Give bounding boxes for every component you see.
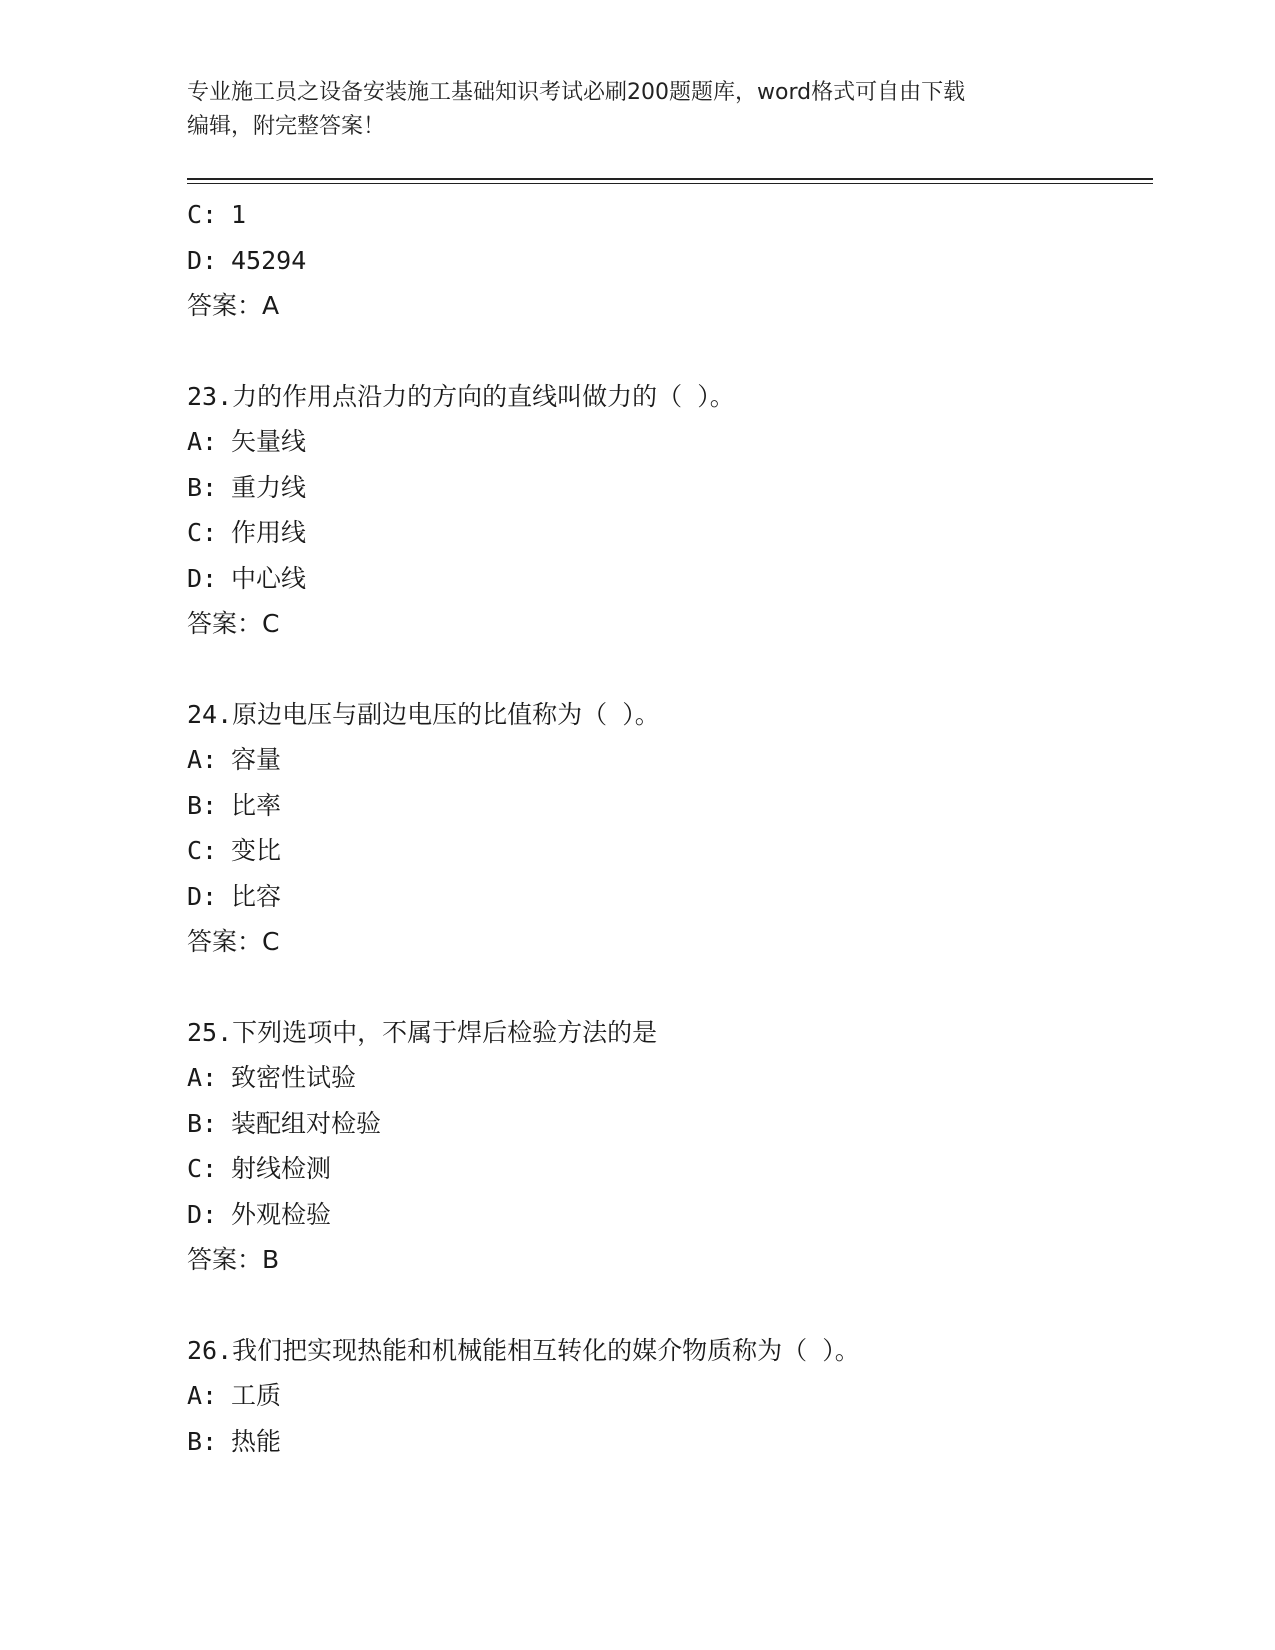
option-c bbox=[187, 192, 1153, 238]
option-text: 1 bbox=[231, 200, 247, 229]
option-letter: C: bbox=[187, 836, 218, 865]
option-text: 致密性试验 bbox=[231, 1063, 357, 1092]
option-a bbox=[187, 419, 1153, 465]
option-letter: C: bbox=[187, 518, 218, 547]
option-a bbox=[187, 1055, 1153, 1101]
option-letter: A: bbox=[187, 1381, 218, 1410]
option-letter: C: bbox=[187, 1154, 218, 1183]
option-text: 作用线 bbox=[231, 518, 307, 547]
option-text: 矢量线 bbox=[231, 427, 307, 456]
question-list bbox=[187, 192, 1153, 1464]
option-letter: A: bbox=[187, 1063, 218, 1092]
option-letter: B: bbox=[187, 1108, 218, 1138]
option-a bbox=[187, 1373, 1153, 1419]
header-title-line-1: 专业施工员之设备安装施工基础知识考试必刷200题题库，word格式可自由下载 bbox=[187, 80, 966, 105]
option-text: 工质 bbox=[231, 1381, 282, 1410]
question-stem: 25.下列选项中，不属于焊后检验方法的是 bbox=[187, 1017, 658, 1047]
header-divider bbox=[187, 178, 1153, 180]
header-title-line-2: 编辑，附完整答案！ bbox=[187, 114, 386, 139]
option-letter: A: bbox=[187, 745, 218, 774]
option-letter: B: bbox=[187, 790, 218, 820]
option-b bbox=[187, 465, 1153, 511]
option-text: 变比 bbox=[231, 836, 282, 865]
option-text: 装配组对检验 bbox=[231, 1108, 382, 1138]
question-stem: 23.力的作用点沿力的方向的直线叫做力的（ ）。 bbox=[187, 381, 735, 411]
option-text: 射线检测 bbox=[231, 1154, 332, 1183]
option-a bbox=[187, 737, 1153, 783]
option-letter: B: bbox=[187, 472, 218, 502]
answer-line: 答案：C bbox=[187, 927, 280, 956]
answer-line: 答案：A bbox=[187, 291, 280, 320]
option-letter: D: bbox=[187, 563, 218, 593]
document-header bbox=[187, 76, 1087, 144]
option-letter: A: bbox=[187, 427, 218, 456]
answer-line: 答案：C bbox=[187, 609, 280, 638]
option-d bbox=[187, 556, 1153, 602]
option-c bbox=[187, 1146, 1153, 1192]
option-text: 热能 bbox=[231, 1426, 282, 1456]
option-d bbox=[187, 238, 1153, 284]
option-d bbox=[187, 1192, 1153, 1238]
option-letter: C: bbox=[187, 200, 218, 229]
option-text: 外观检验 bbox=[231, 1199, 332, 1229]
option-c bbox=[187, 510, 1153, 556]
option-text: 容量 bbox=[231, 745, 282, 774]
answer-line: 答案：B bbox=[187, 1245, 280, 1274]
option-letter: D: bbox=[187, 1199, 218, 1229]
option-text: 比容 bbox=[231, 881, 282, 911]
option-text: 比率 bbox=[231, 790, 282, 820]
option-b bbox=[187, 783, 1153, 829]
option-letter: B: bbox=[187, 1426, 218, 1456]
question-stem: 26.我们把实现热能和机械能相互转化的媒介物质称为（ ）。 bbox=[187, 1335, 860, 1365]
option-d bbox=[187, 874, 1153, 920]
option-text: 中心线 bbox=[231, 563, 307, 593]
option-c bbox=[187, 828, 1153, 874]
header-divider-thin bbox=[187, 183, 1153, 184]
option-letter: D: bbox=[187, 245, 218, 275]
option-b bbox=[187, 1101, 1153, 1147]
question-stem: 24.原边电压与副边电压的比值称为（ ）。 bbox=[187, 699, 660, 729]
option-letter: D: bbox=[187, 881, 218, 911]
option-text: 重力线 bbox=[231, 472, 307, 502]
option-b bbox=[187, 1419, 1153, 1465]
option-text: 45294 bbox=[231, 245, 307, 275]
